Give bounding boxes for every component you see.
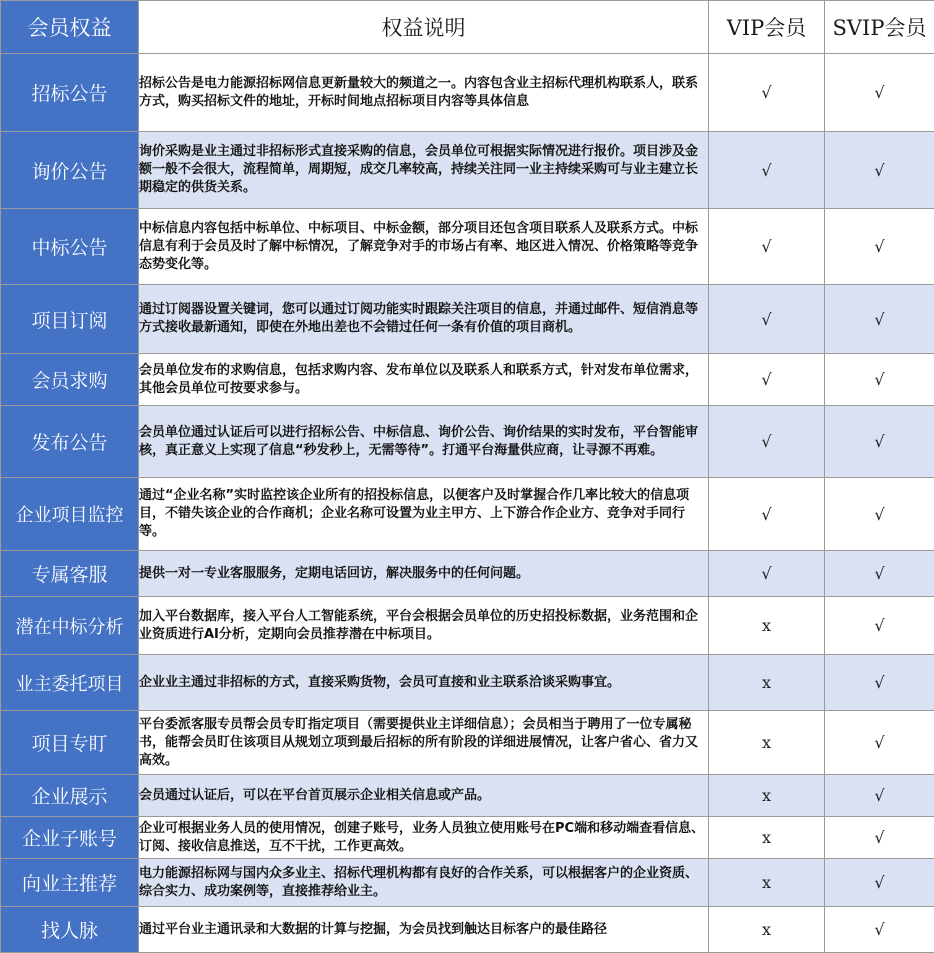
benefit-name: 项目专盯	[1, 711, 139, 775]
svip-mark: √	[825, 478, 934, 551]
table-row	[1, 907, 934, 953]
benefit-description: 会员单位通过认证后可以进行招标公告、中标信息、询价公告、询价结果的实时发布，平台智能审核，真正意义上实现了信息“秒发秒上，无需等待”。打通平台海量供应商，让寻源不再难。	[139, 406, 709, 478]
vip-mark: x	[709, 907, 825, 953]
benefit-description: 企业可根据业务人员的使用情况，创建子账号，业务人员独立使用账号在PC端和移动端查看信息、订阅、接收信息推送，互不干扰，工作更高效。	[139, 817, 709, 859]
benefit-description: 招标公告是电力能源招标网信息更新量较大的频道之一。内容包含业主招标代理机构联系人，联系方式，购买招标文件的地址，开标时间地点招标项目内容等具体信息	[139, 54, 709, 132]
vip-mark: √	[709, 551, 825, 597]
svip-mark: √	[825, 817, 934, 859]
benefit-description: 会员单位发布的求购信息，包括求购内容、发布单位以及联系人和联系方式，针对发布单位需求，其他会员单位可按要求参与。	[139, 354, 709, 406]
svip-mark: √	[825, 54, 934, 132]
benefit-description: 电力能源招标网与国内众多业主、招标代理机构都有良好的合作关系，可以根据客户的企业资质、综合实力、成功案例等，直接推荐给业主。	[139, 859, 709, 907]
svip-mark: √	[825, 859, 934, 907]
table-row	[1, 209, 934, 285]
table-row	[1, 285, 934, 354]
svip-mark: √	[825, 551, 934, 597]
table-row	[1, 597, 934, 655]
vip-mark: √	[709, 354, 825, 406]
svip-mark: √	[825, 597, 934, 655]
benefit-description: 加入平台数据库，接入平台人工智能系统，平台会根据会员单位的历史招投标数据，业务范围和企业资质进行AI分析，定期向会员推荐潜在中标项目。	[139, 597, 709, 655]
svip-mark: √	[825, 354, 934, 406]
vip-mark: x	[709, 859, 825, 907]
table-row	[1, 817, 934, 859]
table-row	[1, 775, 934, 817]
benefit-description: 提供一对一专业客服服务，定期电话回访，解决服务中的任何问题。	[139, 551, 709, 597]
header-row	[1, 1, 934, 54]
benefit-name: 企业项目监控	[1, 478, 139, 551]
benefit-description: 通过订阅器设置关键词，您可以通过订阅功能实时跟踪关注项目的信息，并通过邮件、短信消息等方式接收最新通知，即使在外地出差也不会错过任何一条有价值的项目商机。	[139, 285, 709, 354]
svip-mark: √	[825, 209, 934, 285]
vip-mark: √	[709, 209, 825, 285]
svip-mark: √	[825, 285, 934, 354]
header-benefit: 会员权益	[1, 1, 139, 54]
svip-mark: √	[825, 907, 934, 953]
benefit-name: 企业展示	[1, 775, 139, 817]
vip-mark: x	[709, 817, 825, 859]
vip-mark: √	[709, 132, 825, 209]
benefit-name: 招标公告	[1, 54, 139, 132]
benefit-name: 发布公告	[1, 406, 139, 478]
table-row	[1, 478, 934, 551]
benefit-description: 通过平台业主通讯录和大数据的计算与挖掘，为会员找到触达目标客户的最佳路径	[139, 907, 709, 953]
benefit-name: 业主委托项目	[1, 655, 139, 711]
benefit-description: 中标信息内容包括中标单位、中标项目、中标金额，部分项目还包含项目联系人及联系方式。中标信息有利于会员及时了解中标情况，了解竞争对手的市场占有率、地区进入情况、价格策略等竞争态势变化等。	[139, 209, 709, 285]
vip-mark: √	[709, 285, 825, 354]
svip-mark: √	[825, 132, 934, 209]
benefit-description: 平台委派客服专员帮会员专盯指定项目（需要提供业主详细信息）；会员相当于聘用了一位专属秘书，能帮会员盯住该项目从规划立项到最后招标的所有阶段的详细进展情况，让客户省心、省力又高效。	[139, 711, 709, 775]
table-row	[1, 655, 934, 711]
svip-mark: √	[825, 711, 934, 775]
vip-mark: √	[709, 478, 825, 551]
vip-mark: √	[709, 54, 825, 132]
table-row	[1, 711, 934, 775]
table-row	[1, 406, 934, 478]
benefit-name: 会员求购	[1, 354, 139, 406]
benefit-description: 通过“企业名称”实时监控该企业所有的招投标信息，以便客户及时掌握合作几率比较大的信息项目，不错失该企业的合作商机；企业名称可设置为业主甲方、上下游合作企业方、竞争对手同行等。	[139, 478, 709, 551]
svip-mark: √	[825, 655, 934, 711]
table-row	[1, 859, 934, 907]
vip-mark: x	[709, 775, 825, 817]
header-svip: SVIP会员	[825, 1, 934, 54]
vip-mark: x	[709, 711, 825, 775]
benefit-description: 询价采购是业主通过非招标形式直接采购的信息，会员单位可根据实际情况进行报价。项目涉及金额一般不会很大，流程简单，周期短，成交几率较高，持续关注同一业主持续采购可与业主建立长期稳定的供货关系。	[139, 132, 709, 209]
benefit-name: 潜在中标分析	[1, 597, 139, 655]
table-row	[1, 551, 934, 597]
benefit-name: 向业主推荐	[1, 859, 139, 907]
benefit-name: 中标公告	[1, 209, 139, 285]
benefit-description: 会员通过认证后，可以在平台首页展示企业相关信息或产品。	[139, 775, 709, 817]
svip-mark: √	[825, 406, 934, 478]
svip-mark: √	[825, 775, 934, 817]
table-row	[1, 354, 934, 406]
benefit-name: 企业子账号	[1, 817, 139, 859]
header-vip: VIP会员	[709, 1, 825, 54]
benefit-name: 项目订阅	[1, 285, 139, 354]
benefit-name: 专属客服	[1, 551, 139, 597]
vip-mark: x	[709, 597, 825, 655]
benefit-name: 找人脉	[1, 907, 139, 953]
vip-mark: x	[709, 655, 825, 711]
benefit-name: 询价公告	[1, 132, 139, 209]
header-description: 权益说明	[139, 1, 709, 54]
table-row	[1, 132, 934, 209]
benefit-description: 企业业主通过非招标的方式，直接采购货物，会员可直接和业主联系洽谈采购事宜。	[139, 655, 709, 711]
vip-mark: √	[709, 406, 825, 478]
table-row	[1, 54, 934, 132]
